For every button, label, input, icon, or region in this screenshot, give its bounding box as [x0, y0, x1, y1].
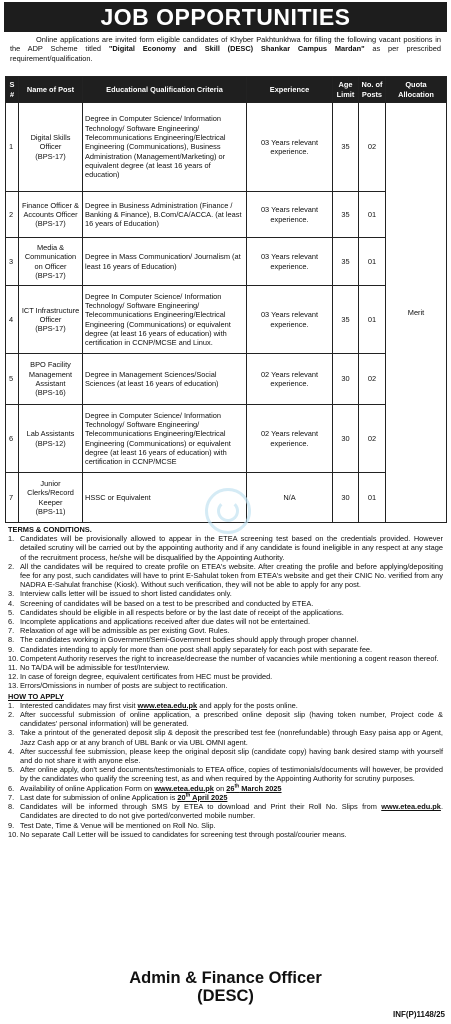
post-name: Digital Skills Officer	[30, 133, 71, 152]
list-item: 5. Candidates should be eligible in all respects before or by the last date of receipt of the applications.	[8, 607, 344, 617]
row-experience: 03 Years relevant experience.	[247, 286, 333, 354]
step-text: . Candidates are directed to do not give ported/converted mobile number.	[20, 802, 443, 821]
row-experience: 03 Years relevant experience.	[247, 192, 333, 238]
row-sno: 7	[6, 473, 19, 523]
list-item: 7. Last date for submission of online Application is 20th April 2025	[8, 792, 228, 802]
post-name: BPO Facility Management Assistant	[28, 360, 73, 388]
reference-number: INF(P)1148/25	[392, 1010, 445, 1019]
row-experience: 02 Years relevant experience.	[247, 354, 333, 405]
date-month-year: March 2025	[239, 783, 282, 793]
header-posts: No. of Posts	[359, 77, 386, 103]
list-item: 6. Availability of online Application Form on www.etea.edu.pk on 26th March 2025	[8, 783, 282, 793]
row-posts: 02	[359, 405, 386, 473]
row-post	[19, 286, 83, 354]
page-title: JOB OPPORTUNITIES	[4, 2, 447, 32]
post-name: Media & Communication on Officer	[24, 242, 77, 271]
jobs-table	[5, 76, 447, 523]
row-post	[19, 238, 83, 286]
availability-date	[226, 784, 281, 793]
row-sno: 1	[6, 103, 19, 192]
list-item: 9. Candidates intending to apply for more than one post shall apply separately for each post with separate fee.	[8, 644, 373, 654]
row-age: 35	[333, 192, 359, 238]
row-sno: 6	[6, 405, 19, 473]
header-experience: Experience	[247, 77, 333, 103]
post-bps: (BPS-17)	[35, 151, 66, 161]
list-item: 2. After successful submission of online application, a prescribed online deposit slip (having token number, Project code & candidates' personal information) will be generated.	[8, 710, 443, 729]
row-experience: 03 Years relevant experience.	[247, 103, 333, 192]
signature-block	[0, 969, 451, 1005]
table-row	[6, 103, 447, 192]
header-age: Age Limit	[333, 77, 359, 103]
row-experience: N/A	[247, 473, 333, 523]
list-item: 9. Test Date, Time & Venue will be mentioned on Roll No. Slip.	[8, 820, 216, 830]
step-text: Last date for submission of online Application is	[20, 792, 178, 802]
list-item: 3. Take a printout of the generated deposit slip & deposit the prescribed test fee (nonrefundable) through Easy paisa app or Agent, Jazz Cash app or at any branch of UBL Bank or via UBL OMNI agent.	[8, 728, 443, 747]
row-age: 30	[333, 405, 359, 473]
post-bps: (BPS-17)	[35, 324, 66, 334]
row-qualification: HSSC or Equivalent	[83, 473, 247, 523]
post-bps: (BPS-16)	[35, 388, 66, 398]
row-post	[19, 103, 83, 192]
terms-heading: TERMS & CONDITIONS.	[8, 525, 92, 534]
list-item: 10. No separate Call Letter will be issued to candidates for screening test through postal/courier means.	[8, 829, 347, 839]
terms-section	[8, 525, 443, 839]
step-text: Interested candidates may first visit	[20, 700, 138, 710]
etea-link[interactable]: www.etea.edu.pk	[381, 802, 441, 812]
row-qualification: Degree in Computer Science/ Information Technology/ Software Engineering/ Telecommunications Engineering/Electrical Engineering (Communications) or equivalent degree (at least 16 years of education) with certification in CCNP/MCSE	[83, 405, 247, 473]
signatory-title: Admin & Finance Officer	[129, 969, 322, 987]
term-text: All the candidates will be required to create profile on ETEA's website. After creating the profile and before applying/depositing fee for any post, such candidates will have to print E-Sahulat token from ETEA's website and get their CNIC No. verified from any NADRA E-Sahulat franchise (Kiosk). Without such verification, they will not be able to apply for any post.	[20, 561, 443, 590]
row-sno: 3	[6, 238, 19, 286]
post-name: Finance Officer & Accounts Officer	[22, 200, 79, 219]
table-row	[6, 354, 447, 405]
step-text: Availability of online Application Form on	[20, 783, 155, 793]
list-item: 13. Errors/Omissions in number of posts are subject to rectification.	[8, 681, 228, 691]
row-sno: 2	[6, 192, 19, 238]
row-post	[19, 192, 83, 238]
row-age: 35	[333, 103, 359, 192]
row-post	[19, 473, 83, 523]
step-text: on	[213, 783, 227, 793]
list-item: 1. Candidates will be provisionally allowed to appear in the ETEA screening test based on the credentials provided. However detailed scrutiny will be carried out by the appointing authority and if any candidate is found ineligible in any respect at any stage of the recruitment process, he/she will be disqualified by the Appointing Authority.	[8, 534, 443, 562]
list-item: 2. All the candidates will be required to create profile on ETEA's website. After creating the profile and before applying/depositing fee for any post, such candidates will have to print E-Sahulat token from ETEA's website and get their CNIC No. verified from any NADRA E-Sahulat franchise (Kiosk). Without such verification, they will not be able to apply for any post.	[8, 561, 443, 590]
list-item: 3. Interview calls letter will be issued to short listed candidates only.	[8, 589, 232, 599]
row-qualification: Degree in Business Administration (Finance / Banking & Finance), B.Com/CA/ACCA. (at least 16 years of Education)	[83, 192, 247, 238]
list-item: 10. Competent Authority reserves the right to increase/decrease the number of vacancies while mentioning a cogent reason thereof.	[8, 653, 439, 663]
list-item: 5. After online apply, don't send documents/testimonials to ETEA office, copies of testimonials/documents will however, be provided by the candidates who qualify the screening test, as and when required by the Appointing Authority for scrutiny purposes.	[8, 765, 443, 784]
term-text: Screening of candidates will be based on a test to be prescribed and conducted by ETEA.	[20, 598, 314, 608]
terms-list	[8, 534, 443, 690]
row-posts: 01	[359, 192, 386, 238]
table-row	[6, 286, 447, 354]
row-age: 35	[333, 238, 359, 286]
date-day: 20	[177, 792, 186, 802]
list-item: 1. Interested candidates may first visit www.etea.edu.pk and apply for the posts online.	[8, 700, 298, 710]
term-text: Candidates will be provisionally allowed to appear in the ETEA screening test based on the credentials provided. However detailed scrutiny will be carried out by the appointing authority and if any candidate is found ineligible in any respect at any stage of the recruitment process, he/she will be disqualified by the Appointing Authority.	[20, 534, 443, 562]
row-age: 35	[333, 286, 359, 354]
step-text: and apply for the posts online.	[197, 700, 298, 710]
post-bps: (BPS-11)	[35, 506, 66, 516]
term-text: Relaxation of age will be admissible as per existing Govt. Rules.	[20, 626, 230, 636]
row-posts: 01	[359, 238, 386, 286]
date-suffix: th	[234, 783, 240, 790]
post-bps: (BPS-12)	[35, 438, 66, 448]
list-item: 4. Screening of candidates will be based on a test to be prescribed and conducted by ETEA.	[8, 598, 314, 608]
list-item: 4. After successful fee submission, please keep the original deposit slip (candidate copy) having bank desired stamp with yourself and do not share it with anyone else.	[8, 746, 443, 766]
step-text: Take a printout of the generated deposit slip & deposit the prescribed test fee (nonrefundable) through Easy paisa app or Agent, Jazz Cash app or at any branch of UBL Bank or via UBL OMNI agent.	[20, 728, 443, 747]
header-quota: Quota Allocation	[386, 77, 447, 103]
scheme-title: "Digital Economy and Skill (DESC) Shankar Campus Mardan"	[108, 44, 365, 54]
row-posts: 01	[359, 286, 386, 354]
term-text: In case of foreign degree, equivalent certificates from HEC must be provided.	[20, 672, 273, 682]
list-item: 12. In case of foreign degree, equivalent certificates from HEC must be provided.	[8, 672, 273, 682]
how-to-apply-heading: HOW TO APPLY	[8, 691, 64, 701]
step-text: Candidates will be informed through SMS by ETEA to download and Print their Roll No. Slips from	[20, 802, 382, 812]
quota-cell: Merit	[386, 103, 447, 523]
row-experience: 02 Years relevant experience.	[247, 405, 333, 473]
how-to-apply-list	[8, 701, 443, 839]
intro-text-after: as per prescribed requirement/qualification.	[10, 44, 441, 63]
header-sno: S #	[6, 77, 19, 103]
row-qualification: Degree in Mass Communication/ Journalism (at least 16 years of Education)	[83, 238, 247, 286]
intro-paragraph	[10, 35, 441, 63]
term-text: No TA/DA will be admissible for test/Interview.	[20, 663, 170, 673]
table-row	[6, 238, 447, 286]
term-text: Competent Authority reserves the right to increase/decrease the number of vacancies while mentioning a cogent reason thereof.	[20, 653, 439, 663]
intro-text-before: Online applications are invited form eligible candidates of Khyber Pakhtunkhwa for filling the following vacant positions in the ADP Scheme titled	[10, 35, 441, 54]
date-month-year: April 2025	[190, 792, 228, 802]
row-qualification: Degree in Management Sciences/Social Sciences (at least 16 years of education)	[83, 354, 247, 405]
etea-link[interactable]: www.etea.edu.pk	[154, 783, 214, 793]
post-name: Lab Assistants	[26, 429, 75, 439]
row-sno: 4	[6, 286, 19, 354]
term-text: Errors/Omissions in number of posts are subject to rectification.	[20, 681, 228, 691]
row-post	[19, 354, 83, 405]
row-sno: 5	[6, 354, 19, 405]
table-row	[6, 192, 447, 238]
post-name: ICT Infrastructure Officer	[21, 305, 80, 324]
step-text: No separate Call Letter will be issued to candidates for screening test through postal/courier means.	[20, 829, 347, 839]
signatory-org: (DESC)	[197, 987, 254, 1005]
etea-link[interactable]: www.etea.edu.pk	[137, 700, 198, 710]
list-item: 7. Relaxation of age will be admissible as per existing Govt. Rules.	[8, 626, 230, 636]
list-item: 6. Incomplete applications and applications received after due dates will not be entertained.	[8, 617, 311, 627]
step-text: Test Date, Time & Venue will be mentioned on Roll No. Slip.	[20, 820, 216, 830]
post-bps: (BPS-17)	[35, 219, 66, 229]
row-posts: 02	[359, 103, 386, 192]
date-suffix: th	[185, 792, 191, 799]
row-age: 30	[333, 473, 359, 523]
step-text: After successful fee submission, please keep the original deposit slip (candidate copy) having bank desired stamp with yourself and do not share it with anyone else.	[20, 746, 443, 766]
step-text: After successful submission of online application, a prescribed online deposit slip (having token number, Project code & candidates' personal information) will be generated.	[20, 710, 443, 729]
row-experience: 03 Years relevant experience.	[247, 238, 333, 286]
row-post	[19, 405, 83, 473]
post-name: Junior Clerks/Record Keeper	[27, 478, 74, 507]
list-item: 8. Candidates will be informed through SMS by ETEA to download and Print their Roll No. Slips from www.etea.edu.pk. Candidates are directed to do not give ported/converted mobile number.	[8, 802, 443, 821]
term-text: Incomplete applications and applications received after due dates will not be entertained.	[20, 617, 311, 627]
term-text: Candidates should be eligible in all respects before or by the last date of receipt of the applications.	[20, 607, 344, 617]
term-text: Interview calls letter will be issued to short listed candidates only.	[20, 589, 232, 599]
table-row	[6, 405, 447, 473]
row-posts: 01	[359, 473, 386, 523]
table-header-row	[6, 77, 447, 103]
term-text: The candidates working in Government/Semi-Government bodies should apply through proper channel.	[20, 635, 359, 645]
header-post: Name of Post	[19, 77, 83, 103]
header-qualification: Educational Qualification Criteria	[83, 77, 247, 103]
term-text: Candidates intending to apply for more than one post shall apply separately for each post with separate fee.	[20, 644, 373, 654]
last-date	[177, 793, 227, 802]
how-to-apply-section	[8, 692, 443, 839]
row-qualification: Degree In Computer Science/ Information Technology/ Software Engineering/ Telecommunications Engineering/Electrical Engineering (Communications) or equivalent degree (at least 16 years of education) with certification in CCNP/MCSE and Linux.	[83, 286, 247, 354]
row-age: 30	[333, 354, 359, 405]
step-text: After online apply, don't send documents/testimonials to ETEA office, copies of testimonials/documents will however, be provided by the candidates who qualify the screening test, as and when required by the Appointing Authority for scrutiny purposes.	[20, 765, 443, 784]
date-day: 26	[226, 783, 235, 793]
list-item: 8. The candidates working in Government/Semi-Government bodies should apply through proper channel.	[8, 635, 359, 645]
row-posts: 02	[359, 354, 386, 405]
post-bps: (BPS-17)	[35, 270, 66, 280]
row-qualification: Degree in Computer Science/ Information Technology/ Software Engineering/ Telecommunications Engineering/Electrical Engineering (Communications), Business Administration (Management/Marketing) or equivalent degree (at least 16 years of education)	[83, 103, 247, 192]
list-item: 11. No TA/DA will be admissible for test/Interview.	[8, 663, 170, 673]
